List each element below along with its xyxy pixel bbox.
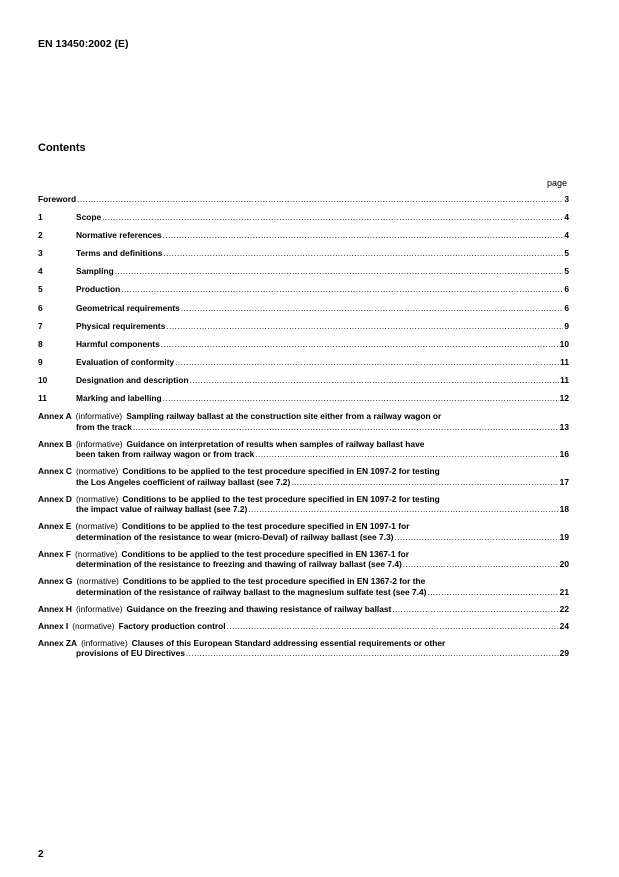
toc-entry-page: 20 [559,559,569,570]
annex-type: (normative) [76,576,119,587]
dot-leader [181,303,564,314]
toc-entry-title: Sampling [76,266,114,277]
annex-type: (normative) [75,521,118,532]
toc-entry-title: Scope [76,212,102,223]
annex-label: Annex I [38,620,69,631]
toc-entry-page: 21 [559,586,569,597]
page-column-label: page [546,178,567,188]
toc-entry-title: Physical requirements [76,320,166,331]
toc-entry[interactable] [38,194,569,205]
toc-annex-entry[interactable] [38,411,569,432]
toc-entry-page: 5 [564,248,569,259]
toc-entry[interactable] [38,284,569,295]
toc-annex-entry[interactable] [38,549,569,570]
dot-leader [392,604,558,615]
annex-label: Annex F [38,548,72,559]
toc-entry-number: 5 [38,284,43,295]
annex-label: Annex B [38,438,72,449]
toc-entry-page: 29 [559,648,569,659]
toc-entry-page: 11 [560,374,569,385]
toc-entry[interactable] [38,393,569,404]
dot-leader [166,321,563,332]
toc-entry-page: 16 [559,449,569,460]
dot-leader [427,587,558,598]
annex-title-continued: from the track [76,421,132,432]
toc-entry-page: 10 [559,338,569,349]
toc-entry[interactable] [38,321,569,332]
toc-annex-entry[interactable] [38,466,569,487]
annex-title-continued: determination of the resistance to wear (micro-Deval) of railway ballast (see 7.3) [76,531,394,542]
toc-entry-page: 13 [559,421,569,432]
toc-annex-entry[interactable] [38,521,569,542]
dot-leader [163,393,559,404]
annex-title: Conditions to be applied to the test procedure specified in EN 1367-2 for the [122,576,426,587]
annex-type: (normative) [72,620,115,631]
toc-entry-number: 11 [38,393,47,404]
toc-entry[interactable] [38,230,569,241]
annex-label: Annex G [38,576,73,587]
toc-entry[interactable] [38,375,569,386]
toc-entry-page: 3 [564,194,569,204]
toc-entry-number: 6 [38,302,43,313]
annex-title: Conditions to be applied to the test procedure specified in EN 1367-1 for [121,548,409,559]
dot-leader [248,504,558,515]
dot-leader [163,248,563,259]
toc-entry-number: 3 [38,248,43,259]
toc-entry[interactable] [38,339,569,350]
dot-leader [102,212,563,223]
annex-title: Guidance on the freezing and thawing resistance of railway ballast [126,603,392,614]
dot-leader [163,230,564,241]
toc-entry[interactable] [38,357,569,368]
dot-leader [121,284,563,295]
annex-title: Factory production control [118,620,226,631]
toc-entry-title: Designation and description [76,374,189,385]
annex-type: (informative) [75,411,123,422]
toc-annex-entry[interactable] [38,494,569,515]
annex-label: Annex E [38,521,72,532]
annex-type: (informative) [81,637,128,648]
annex-title: Clauses of this European Standard addressing essential requirements or other [131,637,446,648]
toc-entry-page: 6 [564,284,569,295]
toc-entry-number: 1 [38,212,43,223]
annex-label: Annex C [38,466,72,477]
annex-title: Conditions to be applied to the test procedure specified in EN 1097-1 for [121,521,410,532]
toc-entry[interactable] [38,303,569,314]
annex-type: (informative) [75,603,123,614]
toc-entry-title: Geometrical requirements [76,302,180,313]
toc-entry-title: Production [76,284,121,295]
toc-entry-number: 8 [38,338,43,349]
toc-entry-title: Normative references [76,230,162,241]
annex-title-continued: been taken from railway wagon or from track [76,449,255,460]
annex-title-continued: the impact value of railway ballast (see 7.2) [76,504,248,515]
toc-entry-title: Foreword [38,194,77,204]
annex-label: Annex ZA [38,637,78,648]
annex-title-continued: provisions of EU Directives [76,648,185,659]
toc-entry[interactable] [38,212,569,223]
toc-entry-title: Terms and definitions [76,248,163,259]
annex-type: (normative) [75,466,119,477]
toc-entry-page: 4 [564,212,569,223]
toc-annex-entry[interactable] [38,638,569,659]
toc-entry-title: Marking and labelling [76,393,162,404]
annex-title: Conditions to be applied to the test procedure specified in EN 1097-2 for testing [122,493,440,504]
toc-entry-title: Evaluation of conformity [76,356,175,367]
toc-annex-entry[interactable] [38,604,569,615]
table-of-contents [38,194,569,665]
dot-leader [227,621,559,632]
annex-label: Annex A [38,411,72,422]
toc-entry[interactable] [38,266,569,277]
page-number: 2 [38,849,44,860]
annex-label: Annex H [38,603,72,614]
document-id: EN 13450:2002 (E) [38,38,129,50]
toc-entry-page: 22 [559,603,569,614]
annex-title-continued: determination of the resistance of railway ballast to the magnesium sulfate test (see 7.4) [76,586,427,597]
toc-entry-page: 11 [560,356,569,367]
toc-entry-page: 4 [564,230,569,241]
annex-label: Annex D [38,493,72,504]
dot-leader [161,339,559,350]
toc-entry-page: 12 [559,393,569,404]
annex-title-continued: determination of the resistance to freezing and thawing of railway ballast (see 7.4) [76,559,402,570]
toc-entry-title: Harmful components [76,338,160,349]
dot-leader [77,194,563,205]
dot-leader [291,477,558,488]
toc-entry-page: 19 [559,531,569,542]
annex-title: Sampling railway ballast at the construction site either from a railway wagon or [126,411,442,422]
toc-entry-number: 9 [38,356,43,367]
annex-title-continued: the Los Angeles coefficient of railway ballast (see 7.2) [76,476,291,487]
annex-type: (normative) [75,548,118,559]
dot-leader [403,559,559,570]
toc-entry-number: 10 [38,374,48,385]
toc-entry-page: 17 [559,476,569,487]
toc-annex-entry[interactable] [38,576,569,597]
annex-type: (normative) [75,493,119,504]
annex-type: (informative) [75,438,123,449]
dot-leader [255,449,558,460]
dot-leader [175,357,559,368]
annex-title: Conditions to be applied to the test procedure specified in EN 1097-2 for testing [122,466,440,477]
toc-entry-page: 5 [564,266,569,277]
toc-annex-entry[interactable] [38,621,569,632]
contents-title: Contents [38,142,86,154]
toc-entry-page: 9 [564,320,569,331]
toc-entry-page: 18 [559,504,569,515]
toc-entry-number: 7 [38,320,43,331]
toc-entry-number: 4 [38,266,43,277]
toc-entry-page: 6 [564,302,569,313]
toc-entry[interactable] [38,248,569,259]
dot-leader [186,648,559,659]
dot-leader [394,532,558,543]
toc-entry-page: 24 [559,620,569,631]
toc-annex-entry[interactable] [38,439,569,460]
annex-title: Guidance on interpretation of results when samples of railway ballast have [126,438,425,449]
toc-entry-number: 2 [38,230,43,241]
dot-leader [190,375,560,386]
dot-leader [115,266,564,277]
dot-leader [133,422,559,433]
